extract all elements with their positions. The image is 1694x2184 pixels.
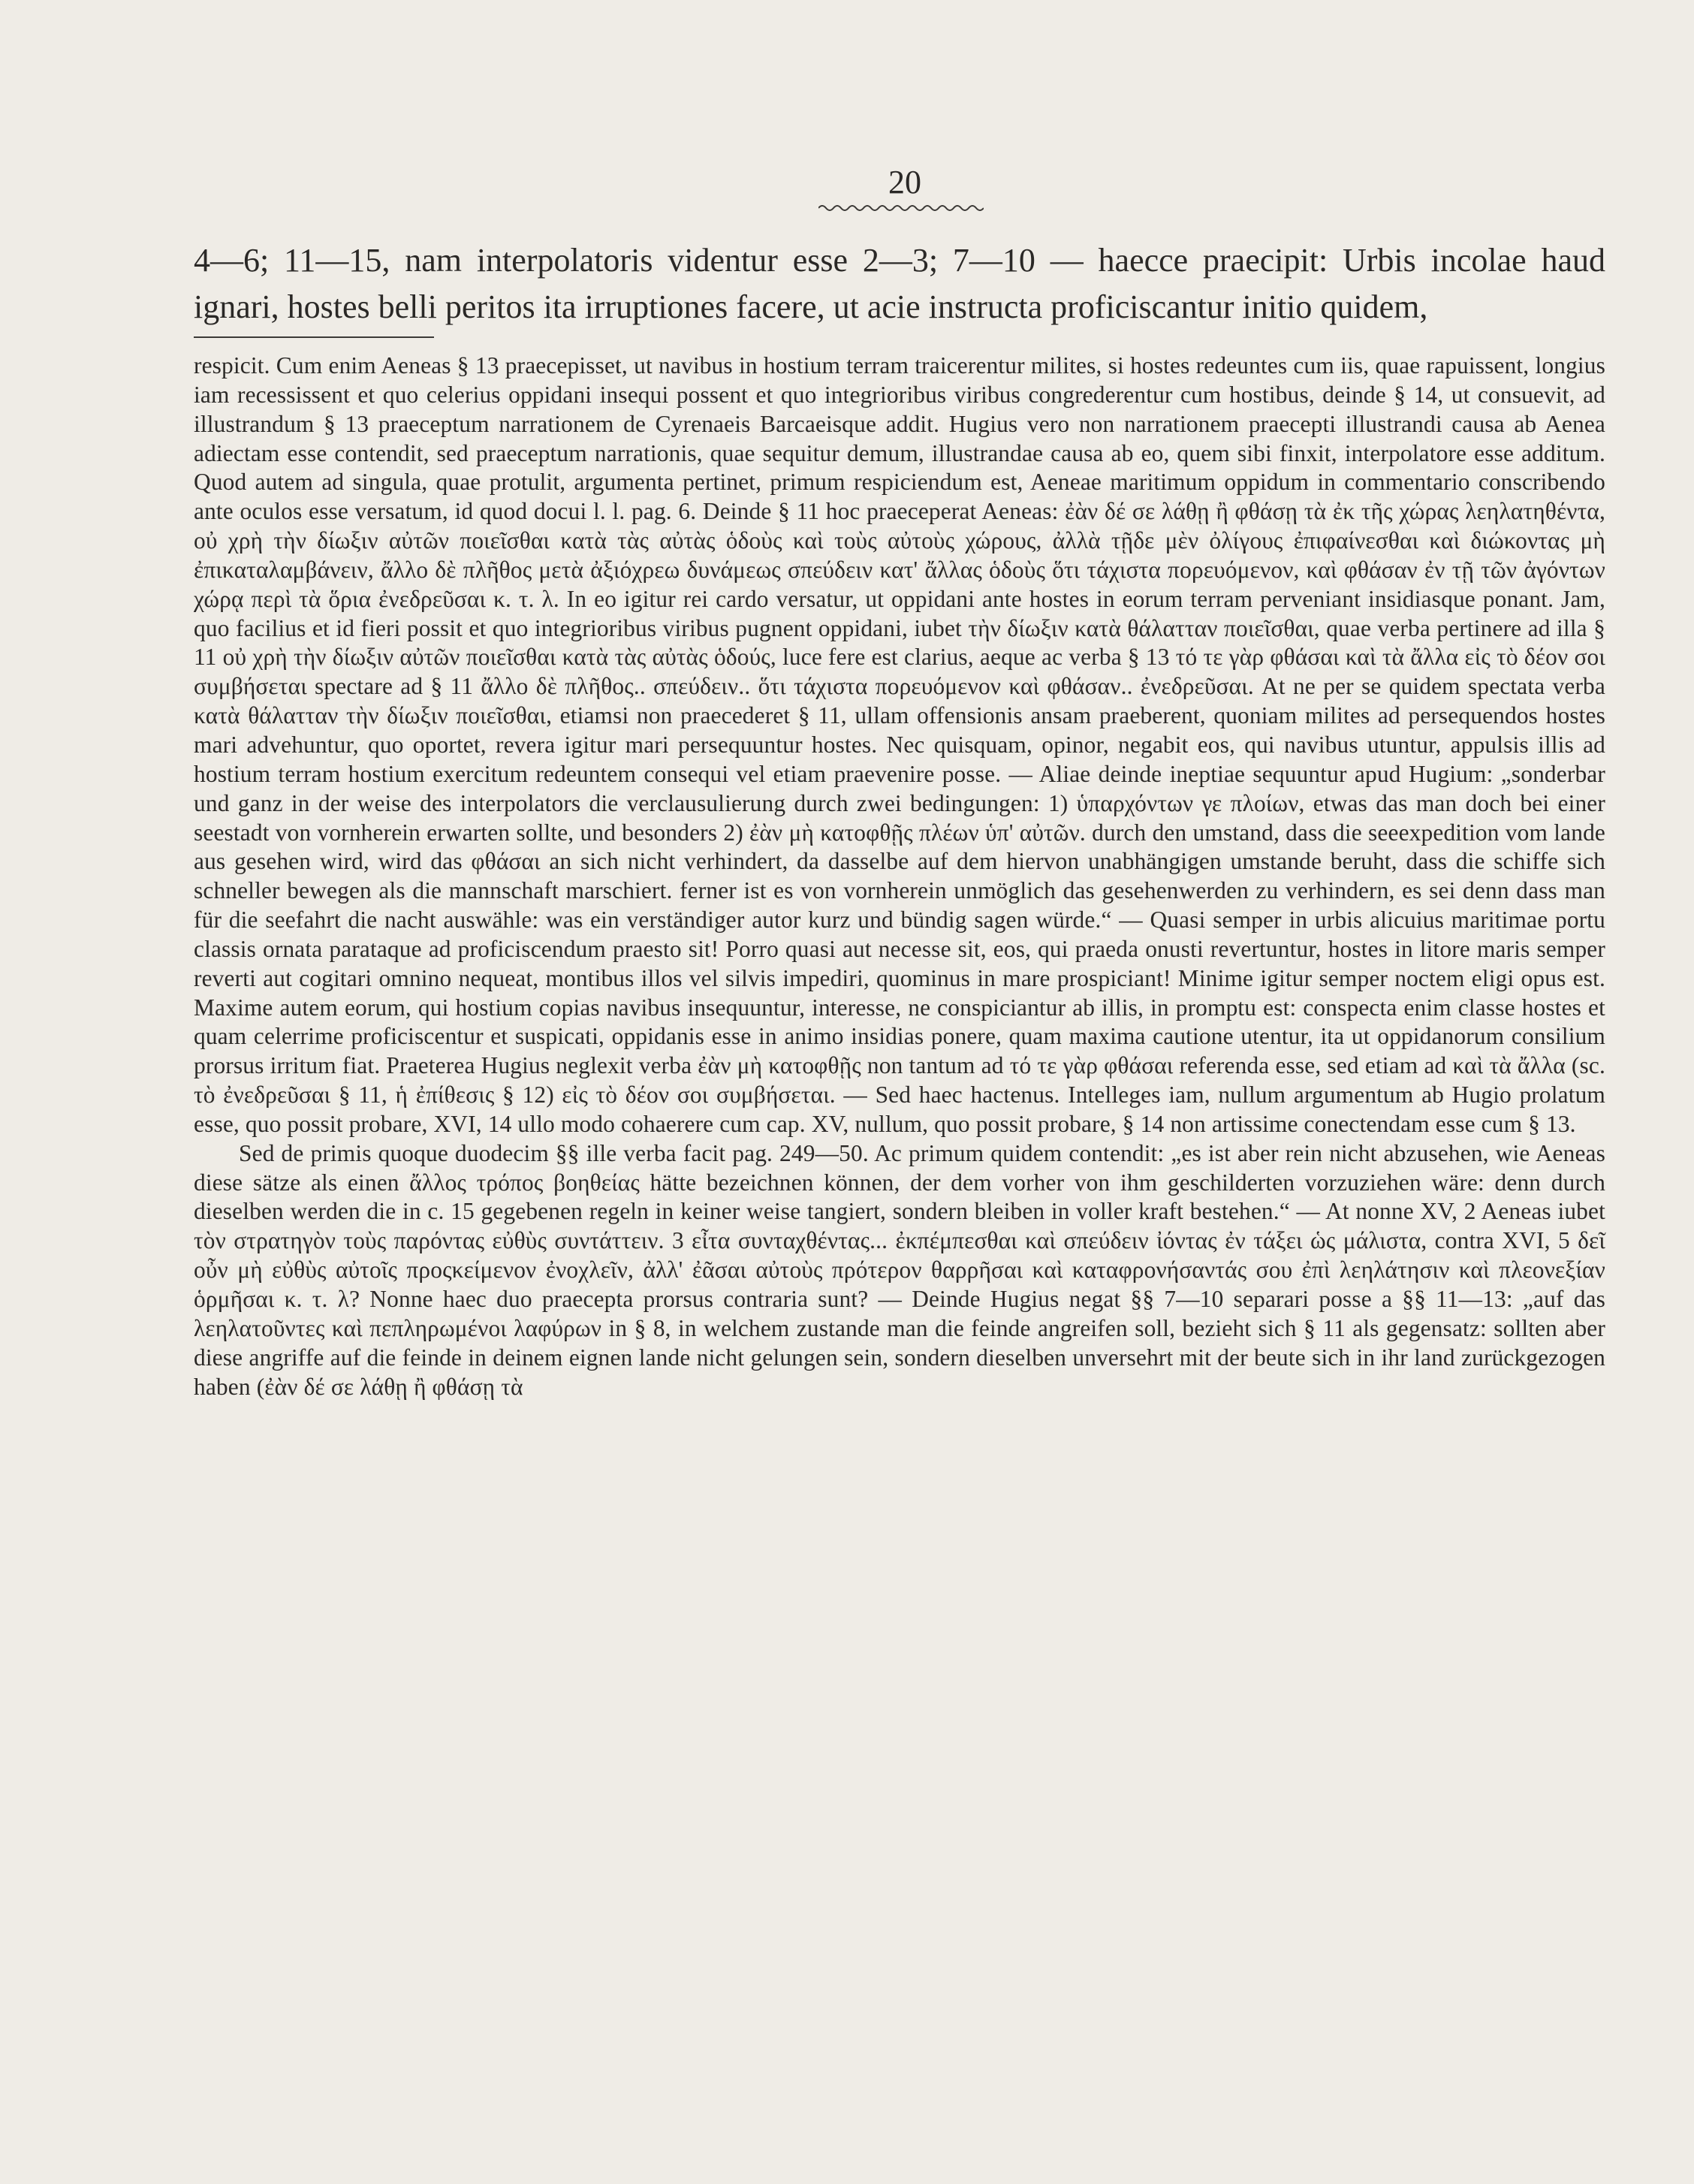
footnote [194,351,1605,1401]
footnote-paragraph: Sed de primis quoque duodecim §§ ille verba facit pag. 249—50. Ac primum quidem contendit: „es ist aber rein nicht abzusehen, wie Aeneas diese sätze als einen ἄλλος τρόπος βοηθείας hätte bezeichnen können, der dem vorher von ihm geschilderten vorzuziehen wäre: denn durch dieselben werden die in c. 15 gegebenen regeln in keiner weise tangiert, sondern bleiben in voller kraft bestehen.“ — At nonne XV, 2 Aeneas iubet τὸν στρατηγὸν τοὺς παρόντας εὐθὺς συντάττειν. 3 εἶτα συνταχθέντας... ἐκπέμπεσθαι καὶ σπεύδειν ἰόντας ἐν τάξει ὡς μάλιστα, contra XVI, 5 δεῖ οὖν μὴ εὐθὺς αὐτοῖς προςκείμενον ἐνοχλεῖν, ἀλλ' ἐᾶσαι αὐτοὺς πρότερον θαρρῆσαι καὶ καταφρονήσαντάς σου ἐπὶ λεηλάτησιν καὶ πλεονεξίαν ὁρμῆσαι κ. τ. λ? Nonne haec duo praecepta prorsus contraria sunt? — Deinde Hugius negat §§ 7—10 separari posse a §§ 11—13: „auf das λεηλατοῦντες καὶ πεπληρωμένοι λαφύρων in § 8, in welchem zustande man die feinde angreifen soll, bezieht sich § 11 als gegensatz: sollten aber diese angriffe auf die feinde in deinem eignen lande nicht gelungen sein, sondern dieselben unversehrt mit der beute sich in ihr land zurückgezogen haben (ἐὰν δέ σε λάθῃ ἢ φθάσῃ τὰ [194,1139,1605,1400]
page-number: 20 [888,164,921,201]
footnote-paragraph: respicit. Cum enim Aeneas § 13 praecepisset, ut navibus in hostium terram traicerentur milites, si hostes redeuntes cum iis, quae rapuissent, longius iam recessissent et quo celerius oppidani insequi possent et quo integrioribus viribus congrederentur cum hostibus, deinde § 14, ut consuevit, ad illustrandum § 13 praeceptum narrationem de Cyrenaeis Barcaeisque addit. Hugius vero non narrationem praecepti illustrandi causa ab Aenea adiectam esse contendit, sed praeceptum narrationis, quae sequitur demum, illustrandae causa ab eo, quem sibi finxit, interpolatore esse additum. Quod autem ad singula, quae protulit, argumenta pertinet, primum respiciendum est, Aeneae maritimum oppidum in commentario conscribendo ante oculos esse versatum, id quod docui l. l. pag. 6. Deinde § 11 hoc praeceperat Aeneas: ἐὰν δέ σε λάθῃ ἢ φθάσῃ τὰ ἐκ τῆς χώρας λεηλατηθέντα, οὐ χρὴ τὴν δίωξιν αὐτῶν ποιεῖσθαι κατὰ τὰς αὐτὰς ὁδοὺς καὶ τοὺς αὐτοὺς χώρους, ἀλλὰ τῇδε μὲν ὀλίγους ἐπιφαίνεσθαι καὶ διώκοντας μὴ ἐπικαταλαμβάνειν, ἄλλο δὲ πλῆθος μετὰ ἀξιόχρεω δυνάμεως σπεύδειν κατ' ἄλλας ὁδοὺς ὅτι τάχιστα πορευόμενον, καὶ φθάσαν ἐν τῇ τῶν ἀγόντων χώρᾳ περὶ τὰ ὅρια ἐνεδρεῦσαι κ. τ. λ. In eo igitur rei cardo versatur, ut oppidani ante hostes in eorum terram perveniant insidiasque ponant. Jam, quo facilius et id fieri possit et quo integrioribus viribus pugnent oppidani, iubet τὴν δίωξιν κατὰ θάλατταν ποιεῖσθαι, quae verba pertinere ad illa § 11 οὐ χρὴ τὴν δίωξιν αὐτῶν ποιεῖσθαι κατὰ τὰς αὐτὰς ὁδούς, luce fere est clarius, aeque ac verba § 13 τό τε γὰρ φθάσαι καὶ τὰ ἄλλα εἰς τὸ δέον σοι συμβήσεται spectare ad § 11 ἄλλο δὲ πλῆθος.. σπεύδειν.. ὅτι τάχιστα πορευόμενον καὶ φθάσαν.. ἐνεδρεῦσαι. At ne per se quidem spectata verba κατὰ θάλατταν τὴν δίωξιν ποιεῖσθαι, etiamsi non praecederet § 11, ullam offensionis ansam praeberent, quoniam milites ad persequendos hostes mari advehuntur, quo oportet, revera igitur mari persequuntur hostes. Nec quisquam, opinor, negabit eos, qui navibus utuntur, appulsis illis ad hostium terram hostium exercitum redeuntem consequi vel etiam praevenire posse. — Aliae deinde ineptiae sequuntur apud Hugium: „sonderbar und ganz in der weise des interpolators die verclausulierung durch zwei bedingungen: 1) ὑπαρχόντων γε πλοίων, etwas das man doch bei einer seestadt von vornherein erwarten sollte, und besonders 2) ἐὰν μὴ κατοφθῇς πλέων ὑπ' αὐτῶν. durch den umstand, dass die seeexpedition vom lande aus gesehen wird, wird das φθάσαι an sich nicht verhindert, da dasselbe auf dem hiervon unabhängigen umstande beruht, dass die schiffe sich schneller bewegen als die mannschaft marschiert. ferner ist es von vornherein unmöglich das gesehenwerden zu verhindern, es sei denn dass man für die seefahrt die nacht auswähle: was ein verständiger autor kurz und bündig sagen würde.“ — Quasi semper in urbis alicuius maritimae portu classis ornata parataque ad proficiscendum praesto sit! Porro quasi aut necesse sit, eos, qui praeda onusti revertuntur, hostes in litore maris semper reverti aut cogitari omnino nequeat, montibus illos vel silvis impediri, quominus in mare prospiciant! Minime igitur semper noctem eligi opus est. Maxime autem eorum, qui hostium copias navibus insequuntur, interesse, ne conspiciantur ab illis, in promptu est: conspecta enim classe hostes et quam celerrime proficiscentur et suspicati, oppidanis esse in animo insidias ponere, quam maxima cautione utentur, ita ut oppidanorum consilium prorsus irritum fiat. Praeterea Hugius neglexit verba ἐὰν μὴ κατοφθῇς non tantum ad τό τε γὰρ φθάσαι referenda esse, sed etiam ad καὶ τὰ ἄλλα (sc. τὸ ἐνεδρεῦσαι § 11, ἡ ἐπίθεσις § 12) εἰς τὸ δέον σοι συμβήσεται. — Sed haec hactenus. Intelleges iam, nullum argumentum ab Hugio prolatum esse, quo possit probare, XVI, 14 ullo modo cohaerere cum cap. XV, nullum, quo possit probare, § 14 non artissime conectendam esse cum § 13. [194,352,1605,1137]
footnote-divider [194,336,434,338]
main-text: 4—6; 11—15, nam interpolatoris videntur esse 2—3; 7—10 — haecce praecipit: Urbis incolae haud ignari, hostes belli peritos ita irruptiones facere, ut acie instructa proficiscantur initio quidem, [194,242,1605,325]
page-number-ornament [818,203,984,213]
